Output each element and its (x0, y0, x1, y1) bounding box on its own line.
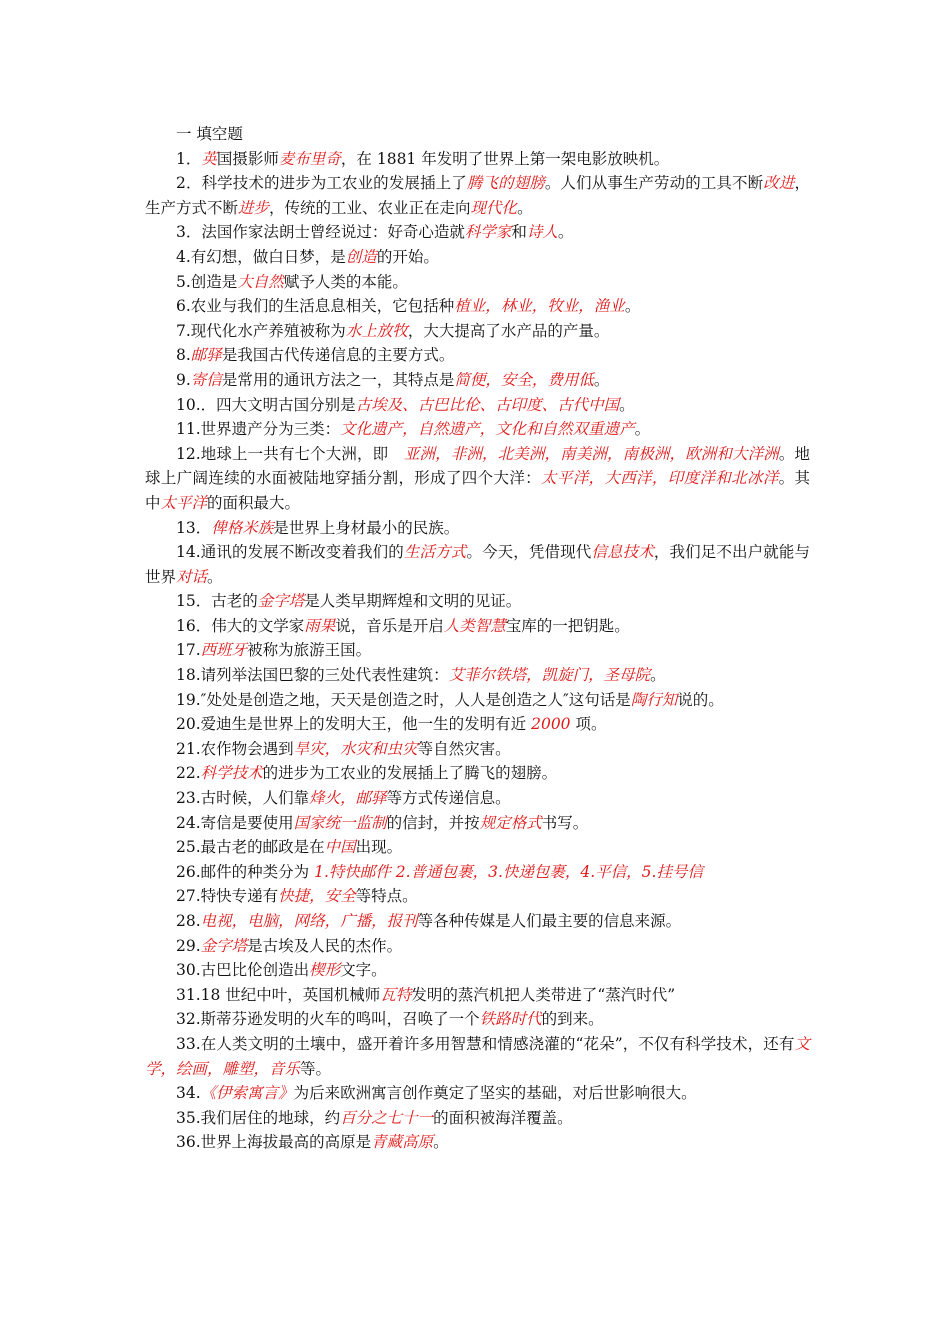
answer-text: 陶行知 (630, 690, 678, 709)
answer-text: 植业，林业，牧业，渔业 (454, 297, 625, 316)
answer-text: 电视，电脑，网络，广播，报刊 (200, 912, 418, 930)
question-text: 被称为旅游王国。 (247, 641, 372, 660)
question-text: 19.″处处是创造之地，天天是创造之时，人人是创造之人″这句话是 (176, 690, 631, 709)
question-text: 。 (433, 1133, 449, 1152)
answer-text: 铁路时代 (479, 1010, 542, 1029)
question-text: 说，音乐是开启 (335, 616, 444, 635)
question-item (145, 1106, 810, 1131)
question-text: 项。 (570, 715, 607, 734)
question-text: 。人们从事生产劳动的工具不断 (544, 174, 764, 193)
section-title: 一 填空题 (176, 125, 243, 143)
question-text: 和 (511, 223, 527, 242)
question-text: 出现。 (355, 838, 403, 857)
answer-text: 英 (201, 149, 217, 168)
answer-text: 对话 (176, 567, 208, 586)
question-item (145, 737, 810, 762)
question-text: 21.农作物会遇到 (176, 739, 294, 758)
question-text: 等特点。 (355, 887, 418, 906)
answer-text: 太平洋，大西洋，印度洋和北冰洋 (541, 469, 779, 488)
question-item (145, 319, 810, 344)
question-text: ，我们足不出户就能与世界 (145, 543, 810, 586)
question-text: 是人类早期辉煌和文明的见证。 (304, 592, 522, 611)
question-text: 27.特快专递有 (176, 887, 279, 906)
answer-text: 太平洋 (160, 493, 208, 512)
question-text: 。 (207, 567, 223, 586)
answer-text: 国家统一监制 (293, 813, 387, 832)
question-text: 12.地球上一共有七个大洲，即 (176, 444, 404, 463)
question-text: 23.古时候，人们靠 (176, 789, 310, 808)
question-item (145, 638, 810, 663)
question-item (145, 688, 810, 713)
question-text: 8. (176, 346, 191, 365)
question-text: 3．法国作家法朗士曾经说过：好奇心造就 (176, 223, 465, 242)
answer-text: 俾格米族 (211, 518, 274, 537)
question-text: 16．伟大的文学家 (176, 616, 305, 635)
answer-text: 金字塔 (257, 592, 305, 611)
question-text: ，生产方式不断 (145, 174, 810, 217)
question-item (145, 442, 810, 516)
question-item (145, 368, 810, 393)
question-text: 。 (517, 198, 533, 217)
answer-text: 大自然 (237, 272, 284, 291)
question-text: 。地球上广阔连续的水面被陆地穿插分割，形成了四个大洋： (145, 444, 810, 488)
question-text: 是常用的通讯方法之一，其特点是 (221, 370, 455, 389)
answer-text: 艾菲尔铁塔，凯旋门，圣母院 (448, 666, 651, 685)
question-item (145, 884, 810, 909)
question-item (145, 983, 810, 1008)
question-item (145, 958, 810, 983)
question-item (145, 1007, 810, 1032)
answer-text: 2000 (531, 715, 571, 734)
answer-text: 腾飞的翅膀 (466, 174, 545, 193)
answer-text: 古埃及、古巴比伦、古印度、古代中国 (355, 395, 620, 414)
question-text: 15．古老的 (176, 592, 258, 611)
question-text: 的信封，并按 (386, 813, 480, 832)
question-item (145, 540, 810, 589)
question-item (145, 516, 810, 541)
question-item (145, 663, 810, 688)
question-item (145, 614, 810, 639)
question-item (145, 270, 810, 295)
answer-text: 旱灾，水灾和虫灾 (293, 739, 418, 758)
answer-text: 生活方式 (403, 543, 467, 562)
question-text: 的到来。 (541, 1010, 604, 1029)
question-text: 14.通讯的发展不断改变着我们的 (176, 543, 404, 562)
question-text: ，大大提高了水产品的产量。 (407, 321, 610, 340)
answer-text: 雨果 (304, 616, 336, 635)
question-text: 18.请列举法国巴黎的三处代表性建筑： (176, 666, 449, 685)
answer-text: 金字塔 (200, 936, 248, 955)
question-list (145, 147, 810, 1155)
answer-text: 文学，绘画，雕塑，音乐 (145, 1034, 810, 1078)
question-item (145, 1130, 810, 1155)
question-text: 22. (176, 764, 201, 783)
answer-text: 现代化 (470, 198, 518, 217)
question-text: 等自然灾害。 (417, 739, 511, 758)
answer-text: 规定格式 (479, 813, 542, 832)
answer-text: 创造 (345, 247, 377, 266)
answer-text: 寄信 (190, 370, 222, 389)
answer-text: 瓦特 (380, 985, 412, 1004)
question-text: 是世界上身材最小的民族。 (273, 518, 460, 537)
question-text: 等。 (300, 1059, 332, 1078)
question-text: 32.斯蒂芬逊发明的火车的鸣叫，召唤了一个 (176, 1010, 480, 1029)
question-text: 。今天，凭借现代 (466, 543, 592, 562)
question-text: 9. (176, 370, 191, 389)
question-text: 。 (619, 395, 635, 414)
question-item (145, 245, 810, 270)
question-text: 2．科学技术的进步为工农业的发展插上了 (176, 174, 467, 193)
question-text: 13． (176, 518, 212, 537)
question-item (145, 1081, 810, 1106)
answer-text: 改进 (763, 174, 795, 193)
question-item (145, 589, 810, 614)
question-text: 是古埃及人民的杰作。 (247, 936, 403, 955)
question-item (145, 417, 810, 442)
question-text: 为后来欧洲寓言创作奠定了坚实的基础，对后世影响很大。 (293, 1084, 697, 1103)
question-item (145, 761, 810, 786)
question-item (145, 393, 810, 418)
question-text: 。 (557, 223, 574, 242)
answer-text: 进步 (238, 198, 270, 217)
question-text: 等方式传递信息。 (386, 789, 511, 808)
question-text: 国摄影师 (216, 149, 279, 168)
question-item (145, 171, 810, 220)
question-text: ，在 1881 年发明了世界上第一架电影放映机。 (340, 149, 670, 168)
question-text: ，传统的工业、农业正在走向 (269, 198, 471, 217)
question-text: 26.邮件的种类分为 (176, 862, 315, 881)
answer-text: 科学技术 (200, 764, 263, 783)
answer-text: 楔形 (309, 961, 341, 980)
question-text: 发明的蒸汽机把人类带进了“蒸汽时代” (411, 985, 676, 1004)
question-text: 35.我们居住的地球，约 (176, 1108, 341, 1127)
question-item (145, 811, 810, 836)
question-text: 6.农业与我们的生活息息相关，它包括种 (176, 297, 455, 316)
question-text: 10.．四大文明古国分别是 (176, 395, 356, 414)
question-text: 28. (176, 912, 201, 930)
answer-text: 简便，安全，费用低 (454, 370, 594, 389)
question-text: 。 (634, 420, 651, 439)
question-text: 17. (176, 641, 201, 660)
answer-text: 《伊索寓言》 (200, 1084, 294, 1103)
answer-text: 人类智慧 (443, 616, 506, 635)
answer-text: 1.特快邮件 2.普通包裹，3.快递包裹，4.平信，5.挂号信 (314, 862, 703, 881)
question-text: 的开始。 (376, 247, 439, 266)
question-text: 宝库的一把钥匙。 (505, 616, 630, 635)
answer-text: 快捷，安全 (278, 887, 356, 906)
question-item (145, 712, 810, 737)
question-text: 赋予人类的本能。 (283, 272, 408, 291)
answer-text: 诗人 (526, 223, 558, 242)
question-item (145, 786, 810, 811)
question-text: 29. (176, 936, 201, 955)
question-text: 7.现代化水产养殖被称为 (176, 321, 346, 340)
question-text: 。 (650, 666, 666, 685)
question-text: 书写。 (541, 813, 589, 832)
answer-text: 文化遗产，自然遗产，文化和自然双重遗产 (340, 420, 635, 439)
question-text: 文字。 (340, 961, 387, 980)
question-text: 33.在人类文明的土壤中，盛开着许多用智慧和情感浇灌的“花朵”，不仅有科学技术，还有 (176, 1034, 795, 1053)
question-item (145, 343, 810, 368)
question-text: 1． (176, 149, 202, 168)
question-text: 的进步为工农业的发展插上了腾飞的翅膀。 (262, 764, 558, 783)
question-text: 等各种传媒是人们最主要的信息来源。 (417, 912, 682, 930)
answer-text: 百分之七十一 (340, 1108, 434, 1127)
question-text: 24.寄信是要使用 (176, 813, 294, 832)
answer-text: 烽火，邮驿 (309, 789, 387, 808)
answer-text: 西班牙 (200, 641, 248, 660)
answer-text: 中国 (324, 838, 356, 857)
question-item (145, 294, 810, 319)
question-item (145, 835, 810, 860)
question-text: 说的。 (677, 690, 724, 709)
question-item (145, 220, 810, 245)
question-text: 。 (593, 370, 610, 389)
question-text: 36.世界上海拔最高的高原是 (176, 1133, 372, 1152)
question-text: 25.最古老的邮政是在 (176, 838, 325, 857)
question-text: 11.世界遗产分为三类： (176, 420, 341, 439)
question-text: 。 (624, 297, 641, 316)
question-text: 34. (176, 1084, 201, 1103)
answer-text: 科学家 (464, 223, 512, 242)
question-item (145, 934, 810, 959)
question-text: 的面积被海洋覆盖。 (433, 1108, 573, 1127)
question-text: 。其中 (145, 469, 810, 512)
question-text: 是我国古代传递信息的主要方式。 (221, 346, 455, 365)
answer-text: 青藏高原 (371, 1133, 434, 1152)
answer-text: 亚洲，非洲，北美洲，南美洲，南极洲，欧洲和大洋洲 (403, 444, 779, 463)
answer-text: 信息技术 (591, 543, 654, 562)
question-item (145, 909, 810, 934)
question-text: 4.有幻想，做白日梦，是 (176, 247, 346, 266)
question-item (145, 147, 810, 172)
question-text: 30.古巴比伦创造出 (176, 961, 310, 980)
answer-text: 麦布里奇 (278, 149, 341, 168)
question-text: 的面积最大。 (207, 493, 301, 512)
question-text: 20.爱迪生是世界上的发明大王，他一生的发明有近 (176, 715, 532, 734)
question-item (145, 860, 810, 885)
answer-text: 水上放牧 (345, 321, 408, 340)
answer-text: 邮驿 (190, 346, 222, 365)
question-item (145, 1032, 810, 1081)
question-text: 5.创造是 (176, 272, 238, 291)
document-body (145, 122, 810, 1155)
question-text: 31.18 世纪中叶，英国机械师 (176, 985, 381, 1004)
